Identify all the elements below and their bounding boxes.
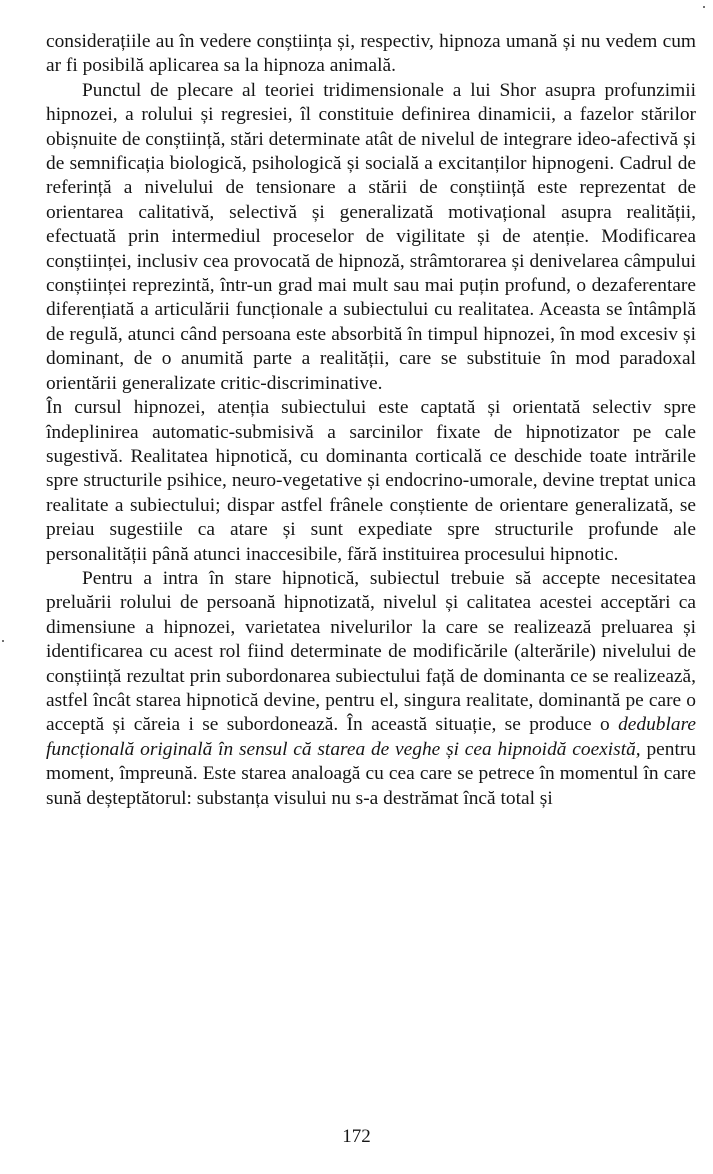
paragraph-2-text: Punctul de plecare al teoriei tridimensionale a lui Shor asupra profunzimii hipnozei, a rolului și regresiei, îl constituie definirea dinamicii, a fazelor stărilor obișnuite de conștiință, stări determinate atât de nivelul de integrare ideo-afectivă și de semnificația biologică, psihologică și socială a excitanților hipnogeni. Cadrul de referință a nivelului de tensionare a stării de conștiință este reprezentat de orientarea calitativă, selectivă și generalizată motivațional asupra realității, efectuată prin intermediul proceselor de vigilitate și de atenție. Modificarea conștiinței, inclusiv cea provocată de hipnoză, strâmtorarea și denivelarea câmpului conștiinței reprezintă, într-un grad mai mult sau mai puțin profund, o dezaferentare diferențiată a articulării funcționale a subiectului cu realitatea. Aceasta se întâmplă de regulă, atunci când persoana este absorbită în timpul hipnozei, în mod excesiv și dominant, de o anumită parte a realității, care se substituie în mod paradoxal orientării generalizate critic-discriminative. — [46, 79, 696, 394]
paragraph-4-text-b: pentru moment, împreună. Este starea analoagă cu cea care se petrece în momentul în care sună deșteptătorul: substanța visului nu s-a destrămat încă total și — [46, 738, 696, 809]
paragraph-4-text-a: Pentru a intra în stare hipnotică, subiectul trebuie să accepte necesitatea preluării rolului de persoană hipnotizată, nivelul și calitatea acestei acceptări ca dimensiune a hipnozei, varietatea nivelurilor la care se realizează preluarea și identificarea cu acest rol fiind determinate de modificările (alterările) nivelului de conștiință rezultat prin subordonarea subiectului față de dominanta ce se realizează, astfel încât starea hipnotică devine, pentru el, singura realitate, dominantă pe care o acceptă și căreia i se subordonează. În această situație, se produce o — [46, 567, 696, 736]
paragraph-3-text: În cursul hipnozei, atenția subiectului este captată și orientată selectiv spre îndeplinirea automatic-submisivă a sarcinilor fixate de hipnotizator pe cale sugestivă. Realitatea hipnotică, cu dominanta corticală ce deschide toate intrările spre structurile psihice, neuro-vegetative și endocrino-umorale, devine treptat unica realitate a subiectului; dispar astfel frânele conștiente de orientare generalizată, se preiau sugestiile ca atare și sunt expediate spre structurile profunde ale personalității până atunci inaccesibile, fără instituirea procesului hipnotic. — [46, 397, 696, 565]
page-number: 172 — [342, 1126, 371, 1147]
paragraph-3 — [46, 396, 696, 567]
paragraph-2 — [46, 79, 696, 396]
paragraph-1 — [46, 30, 696, 79]
page-body — [46, 30, 696, 811]
paragraph-4-italic-phrase: dedublare funcțională originală în sensul că starea de veghe și cea hipnoidă coexistă, — [46, 714, 696, 760]
paragraph-1-text: considerațiile au în vedere conștiința și, respectiv, hipnoza umană și nu vedem cum ar fi posibilă aplicarea sa la hipnoza animală. — [46, 31, 696, 77]
paragraph-4 — [46, 567, 696, 811]
scan-speck — [2, 640, 4, 642]
scan-speck — [703, 6, 705, 8]
